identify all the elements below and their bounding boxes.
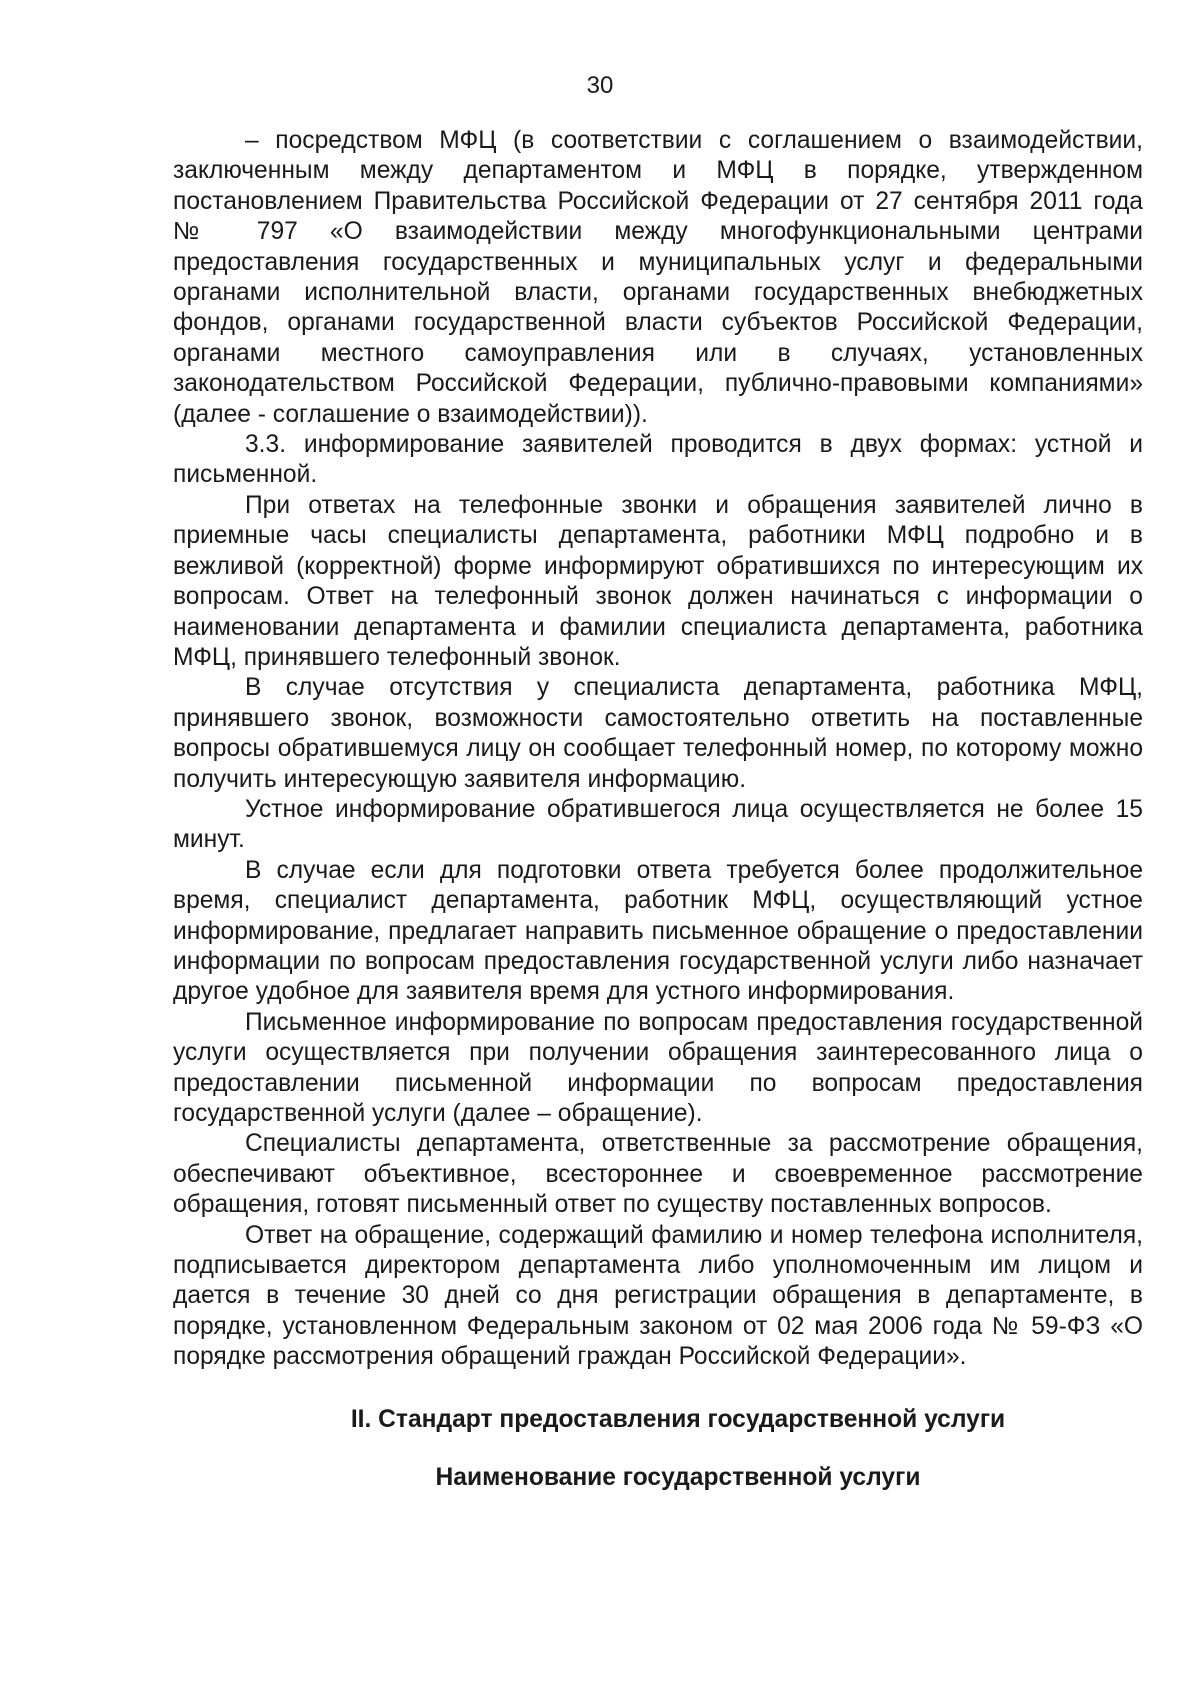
paragraph-answer-signing: Ответ на обращение, содержащий фамилию и номер телефона исполнителя, подписывается директором департамента либо уполномоченным им лицом и дается в течение 30 дней со дня регистрации обращения в департаменте, в порядке, установленном Федеральным законом от 02 мая 2006 года № 59-ФЗ «О порядке рассмотрения обращений граждан Российской Федерации».	[173, 1221, 1143, 1371]
paragraph-3-3-forms: 3.3. информирование заявителей проводится в двух формах: устной и письменной.	[173, 431, 1143, 489]
paragraph-longer-time: В случае если для подготовки ответа требуется более продолжительное время, специалист департамента, работник МФЦ, осуществляющий устное информирование, предлагает направить письменное обращение о предоставлении информации по вопросам предоставления государственной услуги либо назначает другое удобное для заявителя время для устного информирования.	[173, 856, 1143, 1006]
paragraph-written-informing: Письменное информирование по вопросам предоставления государственной услуги осуществляется при получении обращения заинтересованного лица о предоставлении письменной информации по вопросам предоставления государственной услуги (далее – обращение).	[173, 1008, 1143, 1127]
document-body	[173, 126, 1143, 1493]
paragraph-mfc-agreement: – посредством МФЦ (в соответствии с соглашением о взаимодействии, заключенным между департаментом и МФЦ в порядке, утвержденном постановлением Правительства Российской Федерации от 27 сентября 2011 года № 797 «О взаимодействии между многофункциональными центрами предоставления государственных и муниципальных услуг и федеральными органами исполнительной власти, органами государственных внебюджетных фондов, органами государственной власти субъектов Российской Федерации, органами местного самоуправления или в случаях, установленных законодательством Российской Федерации, публично-правовыми компаниями» (далее - соглашение о взаимодействии)).	[173, 127, 1143, 428]
page-number: 30	[586, 72, 614, 99]
paragraph-specialist-absence: В случае отсутствия у специалиста департамента, работника МФЦ, принявшего звонок, возможности самостоятельно ответить на поставленные вопросы обратившемуся лицу он сообщает телефонный номер, по которому можно получить интересующую заявителя информацию.	[173, 674, 1143, 793]
section-heading: II. Стандарт предоставления государственной услуги	[350, 1405, 1006, 1433]
paragraph-oral-duration: Устное информирование обратившегося лица осуществляется не более 15 минут.	[173, 795, 1143, 854]
paragraph-specialists-review: Специалисты департамента, ответственные за рассмотрение обращения, обеспечивают объективное, всестороннее и своевременное рассмотрение обращения, готовят письменный ответ по существу поставленных вопросов.	[173, 1130, 1143, 1219]
paragraph-phone-answers: При ответах на телефонные звонки и обращения заявителей лично в приемные часы специалисты департамента, работники МФЦ подробно и в вежливой (корректной) форме информируют обратившихся по интересующим их вопросам. Ответ на телефонный звонок должен начинаться с информации о наименовании департамента и фамилии специалиста департамента, работника МФЦ, принявшего телефонный звонок.	[173, 491, 1143, 671]
subsection-heading: Наименование государственной услуги	[435, 1463, 921, 1491]
